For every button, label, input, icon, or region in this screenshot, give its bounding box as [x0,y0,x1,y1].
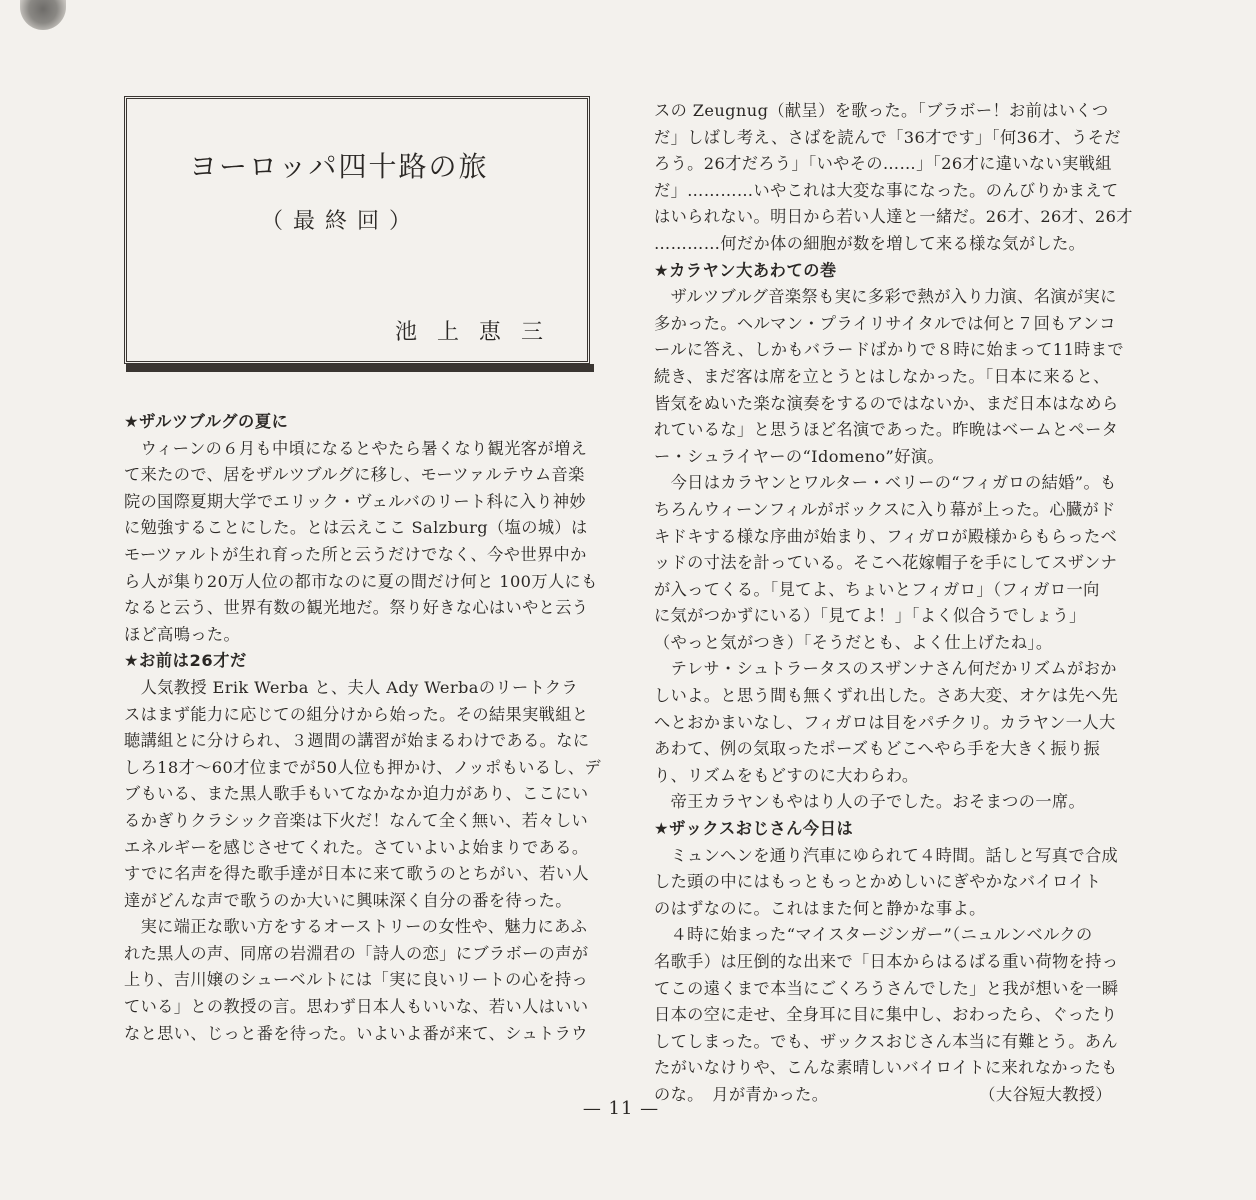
text-line: ールに答え、しかもバラードばかりで８時に始まって11時まで [654,340,1124,360]
text-line: なると云う、世界有数の観光地だ。祭り好きな心はいやと云う [124,598,589,618]
text-line: スはまず能力に応じての組分けから始った。その結果実戦組と [124,704,589,724]
text-line: テレサ・シュトラータスのスザンナさん何だかリズムがおか [654,659,1117,679]
binder-hole [20,0,66,30]
article-title: ヨーロッパ四十路の旅 [189,150,489,183]
text-line: 帝王カラヤンもやはり人の子でした。おそまつの一席。 [654,792,1086,812]
text-line: （やっと気がつき）「そうだとも、よく仕上げたね」。 [654,632,1053,652]
title-box [124,96,590,364]
section-heading: ★カラヤン大あわての巻 [654,260,837,280]
text-line: て来たので、居をザルツブルグに移し、モーツァルテウム音楽 [124,465,585,485]
text-line: ミュンヘンを通り汽車にゆられて４時間。話しと写真で合成 [654,845,1119,865]
text-line: キドキする様な序曲が始まり、フィガロが殿様からもらったベ [654,526,1118,546]
text-line: すでに名声を得た歌手達が日本に来て歌うのとちがい、若い人 [124,864,589,884]
text-line: ブもいる、また黒人歌手もいてなかなか迫力があり、ここにい [124,784,589,804]
text-line: なと思い、じっと番を待った。いよいよ番が来て、シュトラウ [124,1023,588,1043]
text-line: しろ18才～60才位までが50人位も押かけ、ノッポもいるし、デ [124,757,602,777]
text-line: 多かった。ヘルマン・プライリサイタルでは何と７回もアンコ [654,313,1116,333]
text-line: ほど高鳴った。 [124,624,241,644]
text-line: 皆気をぬいた楽な演奏をするのではないか、まだ日本はなめら [654,393,1119,413]
text-line: へとおかまいなし、フィガロは目をパチクリ。カラヤン一人大 [654,712,1116,732]
text-line: ッドの寸法を計っている。そこへ花嫁帽子を手にしてスザンナ [654,553,1118,573]
article-subtitle: （最終回） [261,209,422,234]
text-line: 人気教授 Erik Werba と、夫人 Ady Werbaのリートクラ [124,677,579,697]
text-line: てこの遠くまで本当にごくろうさんでした」と我が想いを一瞬 [654,978,1119,998]
text-line: 今日はカラヤンとワルター・ベリーの“フィガロの結婚”。も [654,473,1117,493]
text-line: ろう。26才だろう」「いやその……」「26才に違いない実戦組 [654,154,1112,174]
text-line: だ」しばし考え、さばを読んで「36才です」「何36才、うそだ [654,127,1121,147]
text-line: り、リズムをもどすのに大わらわ。 [654,765,919,785]
text-line: れた黒人の声、同席の岩淵君の「詩人の恋」にブラボーの声が [124,943,589,963]
text-line: だ」…………いやこれは大変な事になった。のんびりかまえて [654,180,1119,200]
text-line: ちろんウィーンフィルがボックスに入り幕が上った。心臓がド [654,499,1116,519]
text-line: 日本の空に走せ、全身耳に目に集中し、おわったら、ぐったり [654,1005,1118,1025]
author-affiliation: （大谷短大教授） [979,1084,1112,1104]
right-column-lines [654,98,1134,1082]
page-number: — 11 — [582,1098,660,1119]
text-line: 実に端正な歌い方をするオーストリーの女性や、魅力にあふ [124,917,588,937]
text-line: れているな」と思うほど名演であった。昨晩はベームとペータ [654,420,1119,440]
text-line: エネルギーを感じさせてくれた。さていよいよ始まりである。 [124,837,589,857]
text-line: 院の国際夏期大学でエリック・ヴェルバのリート科に入り神妙 [124,491,587,511]
text-line: ウィーンの６月も中頃になるとやたら暑くなり観光客が増え [124,438,588,458]
closing-text: のな。 月が青かった。 [654,1084,829,1104]
text-line: に気がつかずにいる）「見てよ！」「よく似合うでしょう」 [654,606,1086,626]
text-line: 上り、吉川嬢のシューベルトには「実に良いリートの心を持っ [124,970,589,990]
text-line: 達がどんな声で歌うのか大いに興味深く自分の番を待った。 [124,890,572,910]
text-line: してしまった。でも、ザックスおじさん本当に有難とう。あん [654,1031,1118,1051]
text-line: に勉強することにした。とは云えここ Salzburg（塩の城）は [124,518,588,538]
section-heading: ★ザックスおじさん今日は [654,819,854,839]
text-line: たがいなけりや、こんな素晴しいバイロイトに来れなかったも [654,1058,1118,1078]
text-line: 聴講組とに分けられ、３週間の講習が始まるわけである。なに [124,731,590,751]
author-name: 池上恵三 [395,320,564,345]
left-column [124,409,604,1047]
text-line: あわて、例の気取ったポーズもどこへやら手を大きく振り振 [654,739,1101,759]
text-line: 続き、まだ客は席を立とうとはしなかった。「日本に来ると、 [654,366,1110,386]
text-line: はいられない。明日から若い人達と一緒だ。26才、26才、26才 [654,207,1133,227]
text-line: ら人が集り20万人位の都市なのに夏の間だけ何と 100万人にも [124,571,598,591]
section-heading: ★ザルツブルグの夏に [124,412,289,431]
text-line: ー・シュライヤーの“Idomeno”好演。 [654,446,944,466]
text-line: 名歌手）は圧倒的な出来で「日本からはるばる重い荷物を持っ [654,952,1119,971]
text-line: しいよ。と思う間も無くずれ出した。さあ大変、オケは先へ先 [654,686,1119,706]
text-line: るかぎりクラシック音楽は下火だ！なんて全く無い、若々しい [124,810,589,830]
right-column [654,98,1134,1109]
text-line: …………何だか体の細胞が数を増して来る様な気がした。 [654,233,1086,253]
section-heading: ★お前は26才だ [124,651,247,671]
title-box-shadow [126,364,594,372]
text-line: した頭の中にはもっともっとかめしいにぎやかなバイロイト [654,872,1102,892]
text-line: ザルツブルグ音楽祭も実に多彩で熱が入り力演、名演が実に [654,287,1117,307]
text-line: が入ってくる。「見てよ、ちょいとフィガロ」（フィガロ一向 [654,579,1100,599]
text-line: ている」との教授の言。思わず日本人もいいな、若い人はいい [124,997,589,1017]
text-line: ４時に始まった“マイスタージンガー”（ニュルンベルクの [654,925,1093,945]
text-line: モーツァルトが生れ育った所と云うだけでなく、今や世界中か [124,544,587,564]
text-line: スの Zeugnug（献呈）を歌った。「ブラボー！お前はいくつ [654,101,1109,120]
text-line: のはずなのに。これはまた何と静かな事よ。 [654,898,986,918]
